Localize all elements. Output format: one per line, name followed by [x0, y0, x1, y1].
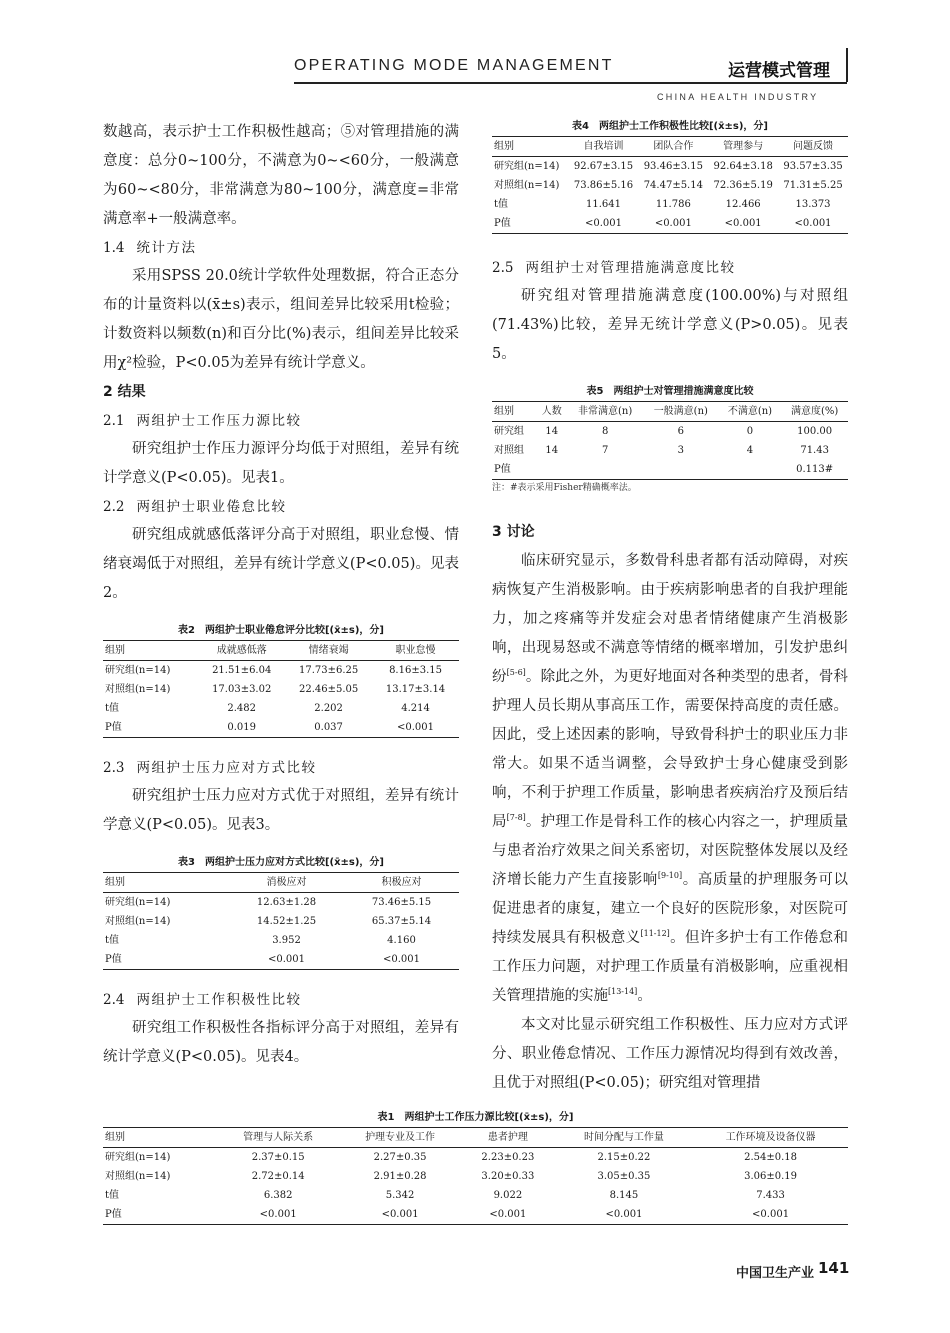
- table4-cell: <0.001: [778, 214, 848, 234]
- table3-header-cell: 消极应对: [229, 873, 344, 893]
- table4-header-cell: 问题反馈: [778, 137, 848, 157]
- table4-cell: P值: [492, 214, 569, 234]
- table1-header-cell: 患者护理: [461, 1128, 555, 1148]
- table4-cell: 72.36±5.19: [713, 180, 773, 191]
- table1-cell: t值: [105, 1190, 120, 1201]
- table3-cell: 14.52±1.25: [256, 916, 317, 927]
- table5-row: [492, 422, 848, 442]
- table2-header-cell: 成就感低落: [198, 641, 285, 661]
- table4-row: [492, 195, 848, 214]
- table4-cell: 对照组(n=14): [494, 180, 560, 191]
- table1-cell: <0.001: [217, 1205, 339, 1225]
- table5-cell: 14: [545, 426, 559, 437]
- table3-cell: <0.001: [229, 950, 344, 970]
- table4-header-cell: 管理参与: [708, 137, 778, 157]
- table5-cell: [567, 460, 643, 480]
- table3-cell: 4.160: [387, 935, 416, 946]
- table5-cell: 8: [601, 426, 609, 437]
- table4-row: [492, 214, 848, 234]
- table4-cell: 11.641: [585, 199, 621, 210]
- table1-cell: 2.72±0.14: [251, 1171, 305, 1182]
- table2-caption: 表2 两组护士职业倦怠评分比较[(x̄±s)，分]: [177, 625, 385, 636]
- table1-cell: 2.91±0.28: [373, 1171, 427, 1182]
- table2-cell: 2.202: [314, 703, 343, 714]
- table1-cell: 3.05±0.35: [597, 1171, 651, 1182]
- table2-cell: 2.482: [227, 703, 257, 714]
- table3-header-cell: 积极应对: [344, 873, 459, 893]
- table1-header-cell: 管理与人际关系: [217, 1128, 339, 1148]
- section-2-4-heading: 2.4 两组护士工作积极性比较: [103, 992, 302, 1008]
- table3-cell: 对照组(n=14): [105, 916, 171, 927]
- table1-cell: <0.001: [461, 1205, 555, 1225]
- table3-cell: 65.37±5.14: [371, 916, 432, 927]
- table3-row: [103, 950, 459, 970]
- table2-header-cell: 组别: [103, 641, 198, 661]
- table5-cell: 3: [677, 445, 684, 456]
- table3-row: [103, 931, 459, 950]
- table5-cell: [536, 460, 567, 480]
- table4-cell: <0.001: [708, 214, 778, 234]
- table1-cell: P值: [103, 1205, 217, 1225]
- table3-caption: 表3 两组护士压力应对方式比较[(x̄±s)，分]: [177, 857, 385, 868]
- table1-cell: 对照组(n=14): [105, 1171, 171, 1182]
- table1-cell: 7.433: [756, 1190, 785, 1201]
- table1-cell: 3.06±0.19: [744, 1171, 798, 1182]
- table5-cell: 14: [545, 445, 559, 456]
- table4-cell: <0.001: [569, 214, 639, 234]
- table4-cell: 74.47±5.14: [643, 180, 703, 191]
- table4-cell: 92.64±3.18: [713, 161, 773, 172]
- header-subtitle: CHINA HEALTH INDUSTRY: [657, 92, 819, 102]
- section-2-heading: 2 结果: [103, 384, 146, 400]
- stats-paragraph: 采用SPSS 20.0统计学软件处理数据，符合正态分布的计量资料以(x̄±s)表示，组间差异比较采用t检验；计数资料以频数(n)和百分比(%)表示，组间差异比较采用χ²检验，P<0.05为差异有统计学意义。: [103, 268, 459, 371]
- section-3-heading: 3 讨论: [492, 524, 535, 540]
- discussion-paragraph-1: 临床研究显示，多数骨科患者都有活动障碍，对疾病恢复产生消极影响。由于疾病影响患者的自我护理能力，加之疼痛等并发症会对患者情绪健康产生消极影响，出现易怒或不满意等情绪的概率增加，引发护患纠纷[5-6]。除此之外，为更好地面对各种类型的患者，骨科护理人员长期从事高压工作，需要保持高度的责任感。因此，受上述因素的影响，导致骨科护士的职业压力非常大。如果不适当调整，会导致护士身心健康受到影响，不利于护理工作质量，影响患者疾病治疗及预后结局[7-8]。护理工作是骨科工作的核心内容之一，护理质量与患者治疗效果之间关系密切，对医院整体发展以及经济增长能力产生直接影响[9-10]。高质量的护理服务可以促进患者的康复，建立一个良好的医院形象，对医院可持续发展具有积极意义[11-12]。但许多护士有工作倦怠和工作压力问题，对护理工作质量有消极影响，应重视相关管理措施的实施[13-14]。: [492, 553, 849, 1004]
- table2-row: [103, 699, 459, 718]
- table1-row: [103, 1205, 848, 1225]
- left-column: [103, 118, 459, 1072]
- table1-row: [103, 1167, 848, 1186]
- table1-header-cell: 组别: [103, 1128, 217, 1148]
- table5-cell: 0: [746, 426, 754, 437]
- table4-row: [492, 157, 848, 177]
- table2-cell: 对照组(n=14): [105, 684, 171, 695]
- table2-cell: 21.51±6.04: [212, 665, 272, 676]
- section-2-3-paragraph: 研究组护士压力应对方式优于对照组，差异有统计学意义(P<0.05)。见表3。: [103, 788, 459, 833]
- table2-cell: 0.037: [285, 718, 372, 738]
- section-2-4-paragraph: 研究组工作积极性各指标评分高于对照组，差异有统计学意义(P<0.05)。见表4。: [103, 1020, 459, 1065]
- table5-header-cell: 非常满意(n): [567, 402, 643, 422]
- table5-cell: [719, 460, 782, 480]
- section-2-3-heading: 2.3 两组护士压力应对方式比较: [103, 760, 317, 776]
- table1-row: [103, 1148, 848, 1168]
- table4-cell: 92.67±3.15: [573, 161, 634, 172]
- table4-header-cell: 组别: [492, 137, 569, 157]
- table1-cell: 研究组(n=14): [105, 1152, 171, 1163]
- table4-caption: 表4 两组护士工作积极性比较[(x̄±s)，分]: [571, 121, 769, 132]
- table1-caption: 表1 两组护士工作压力源比较[(x̄±s)，分]: [377, 1112, 574, 1123]
- table5-header-cell: 一般满意(n): [643, 402, 719, 422]
- table5-cell: 对照组: [494, 445, 524, 456]
- table5: [492, 401, 848, 480]
- table3-cell: P值: [103, 950, 229, 970]
- table3-cell: <0.001: [344, 950, 459, 970]
- table5-caption: 表5 两组护士对管理措施满意度比较: [586, 386, 754, 397]
- section-1-4-heading: 1.4 统计方法: [103, 240, 197, 256]
- table2-cell: 17.03±3.02: [212, 684, 272, 695]
- table3-cell: 研究组(n=14): [105, 897, 171, 908]
- header-english-title: OPERATING MODE MANAGEMENT: [294, 57, 614, 74]
- table2-cell: 0.019: [198, 718, 285, 738]
- table1-header-cell: 护理专业及工作: [339, 1128, 461, 1148]
- table1-cell: 2.23±0.23: [481, 1152, 535, 1163]
- table1-block: [103, 1109, 848, 1225]
- table1-cell: 2.37±0.15: [251, 1152, 305, 1163]
- table3-row: [103, 893, 459, 913]
- table5-row: [492, 460, 848, 480]
- table2-row: [103, 718, 459, 738]
- table1-cell: 5.342: [385, 1190, 415, 1201]
- table1: [103, 1127, 848, 1225]
- table4: [492, 136, 848, 234]
- ref-11-12: [11-12]: [640, 929, 670, 939]
- table4-cell: 研究组(n=14): [494, 161, 560, 172]
- section-2-5-paragraph: 研究组对管理措施满意度(100.00%)与对照组(71.43%)比较，差异无统计学意义(P>0.05)。见表5。: [492, 288, 848, 362]
- header-rule: [294, 82, 847, 84]
- footer-journal-name: 中国卫生产业: [736, 1266, 815, 1281]
- table2-cell: 8.16±3.15: [389, 665, 442, 676]
- table5-row: [492, 441, 848, 460]
- table2-header-cell: 职业怠慢: [372, 641, 459, 661]
- table3-row: [103, 912, 459, 931]
- table2-header-cell: 情绪衰竭: [285, 641, 372, 661]
- table4-cell: 11.786: [655, 199, 691, 210]
- ref-9-10: [9-10]: [657, 871, 683, 881]
- table5-cell: [643, 460, 719, 480]
- table4-cell: <0.001: [638, 214, 708, 234]
- table1-cell: 2.15±0.22: [597, 1152, 651, 1163]
- table3-header-cell: 组别: [103, 873, 229, 893]
- table2-row: [103, 661, 459, 681]
- table5-cell: 研究组: [494, 426, 524, 437]
- table3-cell: 73.46±5.15: [371, 897, 432, 908]
- table3-cell: 12.63±1.28: [256, 897, 317, 908]
- section-2-2-heading: 2.2 两组护士职业倦怠比较: [103, 499, 287, 515]
- table2-cell: 17.73±6.25: [298, 665, 359, 676]
- table5-cell: 0.113#: [781, 460, 848, 480]
- table4-header-cell: 团队合作: [638, 137, 708, 157]
- table5-cell: 71.43: [800, 445, 829, 456]
- table4-row: [492, 176, 848, 195]
- table5-header-cell: 人数: [536, 402, 567, 422]
- table3: [103, 872, 459, 970]
- table4-cell: 71.31±5.25: [783, 180, 843, 191]
- table1-row: [103, 1186, 848, 1205]
- table2-cell: 13.17±3.14: [385, 684, 446, 695]
- ref-7-8: [7-8]: [506, 813, 526, 823]
- table4-header-cell: 自我培训: [569, 137, 639, 157]
- table1-cell: <0.001: [555, 1205, 693, 1225]
- table1-cell: <0.001: [693, 1205, 848, 1225]
- table2-cell: 22.46±5.05: [298, 684, 359, 695]
- ref-13-14: [13-14]: [608, 987, 638, 997]
- table1-cell: 2.54±0.18: [744, 1152, 798, 1163]
- header-vertical-bar: [846, 48, 848, 82]
- table1-cell: 3.20±0.33: [481, 1171, 535, 1182]
- table1-cell: 2.27±0.35: [373, 1152, 427, 1163]
- section-2-2-paragraph: 研究组成就感低落评分高于对照组，职业怠慢、情绪衰竭低于对照组，差异有统计学意义(P<0.05)。见表2。: [103, 527, 459, 601]
- table5-note: 注：#表示采用Fisher精确概率法。: [492, 483, 637, 493]
- table1-cell: <0.001: [339, 1205, 461, 1225]
- table5-cell: 100.00: [797, 426, 833, 437]
- header-chinese-title: 运营模式管理: [728, 61, 830, 81]
- table3-cell: 3.952: [272, 935, 301, 946]
- intro-paragraph: 数越高，表示护士工作积极性越高；⑤对管理措施的满意度：总分0~100分，不满意为0~<60分，一般满意为60~<80分，非常满意为80~100分，满意度=非常满意率+一般满意率。: [103, 124, 459, 227]
- table1-cell: 9.022: [493, 1190, 523, 1201]
- table1-cell: 6.382: [263, 1190, 293, 1201]
- table2-cell: <0.001: [372, 718, 459, 738]
- table5-cell: 6: [677, 426, 684, 437]
- table2-cell: t值: [105, 703, 120, 714]
- table4-cell: 93.57±3.35: [783, 161, 843, 172]
- ref-5-6: [5-6]: [506, 668, 526, 678]
- table2-cell: 研究组(n=14): [105, 665, 171, 676]
- table4-cell: 73.86±5.16: [573, 180, 634, 191]
- table4-cell: 12.466: [725, 199, 761, 210]
- right-column: [492, 118, 848, 1098]
- table2: [103, 640, 459, 738]
- table4-cell: 13.373: [795, 199, 831, 210]
- table5-header-cell: 不满意(n): [719, 402, 782, 422]
- table5-header-cell: 组别: [492, 402, 536, 422]
- table5-cell: P值: [492, 460, 536, 480]
- section-2-5-heading: 2.5 两组护士对管理措施满意度比较: [492, 260, 736, 276]
- table1-cell: 8.145: [609, 1190, 639, 1201]
- section-2-1-heading: 2.1 两组护士工作压力源比较: [103, 413, 302, 429]
- footer-page-number: 141: [818, 1259, 850, 1277]
- table2-cell: 4.214: [401, 703, 430, 714]
- table4-cell: 93.46±3.15: [643, 161, 703, 172]
- table2-cell: P值: [103, 718, 198, 738]
- table1-header-cell: 工作环境及设备仪器: [693, 1128, 848, 1148]
- table3-cell: t值: [105, 935, 120, 946]
- table1-header-cell: 时间分配与工作量: [555, 1128, 693, 1148]
- table5-header-cell: 满意度(%): [781, 402, 848, 422]
- table5-cell: 7: [601, 445, 609, 456]
- table5-cell: 4: [746, 445, 754, 456]
- table2-row: [103, 680, 459, 699]
- discussion-paragraph-2: 本文对比显示研究组工作积极性、压力应对方式评分、职业倦怠情况、工作压力源情况均得到有效改善，且优于对照组(P<0.05)；研究组对管理措: [492, 1017, 848, 1091]
- section-2-1-paragraph: 研究组护士作压力源评分均低于对照组，差异有统计学意义(P<0.05)。见表1。: [103, 441, 459, 486]
- table4-cell: t值: [494, 199, 509, 210]
